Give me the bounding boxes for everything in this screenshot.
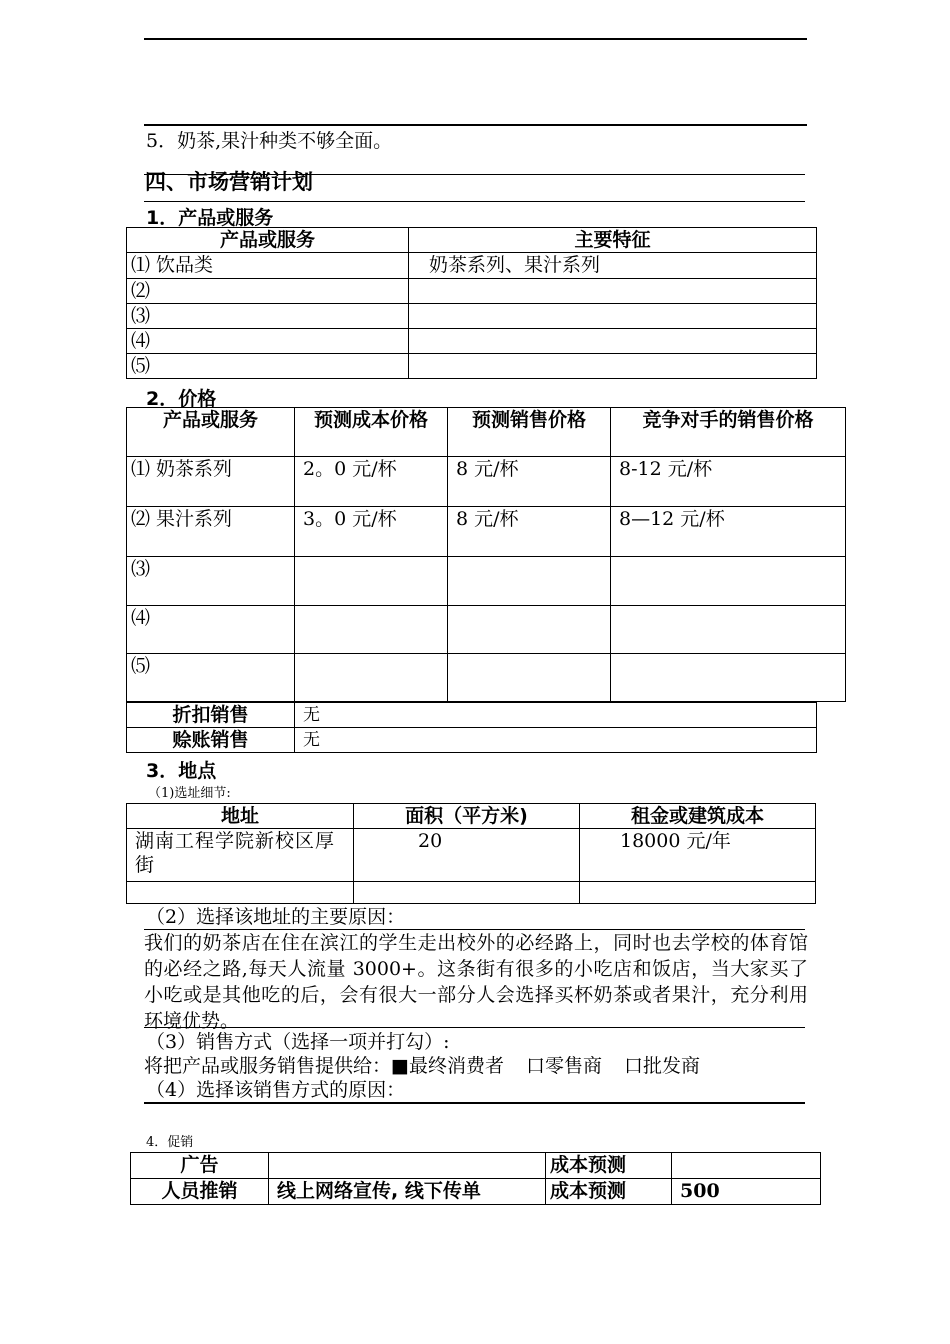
table-cell: ⑴ 饮品类 xyxy=(127,253,409,279)
table-cell: ⑴ 奶茶系列 xyxy=(127,457,295,507)
table-cell: ⑸ xyxy=(127,654,295,702)
option-retailer[interactable]: 口零售商 xyxy=(525,1055,602,1077)
sales-prefix: 将把产品或服务销售提供给： xyxy=(144,1055,392,1077)
promo-cost-value: 500 xyxy=(672,1179,821,1205)
table-cell xyxy=(409,279,817,304)
product-table xyxy=(126,227,817,379)
section-rule-1 xyxy=(144,174,805,175)
table-cell: ⑷ xyxy=(127,606,295,654)
rule xyxy=(144,1027,805,1028)
table-row xyxy=(127,253,817,279)
rent-cell: 18000 元/年 xyxy=(580,829,816,882)
table-cell xyxy=(295,557,448,606)
column-header: 竞争对手的销售价格 xyxy=(611,408,846,457)
promo-detail xyxy=(269,1153,546,1179)
table-cell xyxy=(611,557,846,606)
promo-label: 人员推销 xyxy=(131,1179,269,1205)
table-cell: ⑸ xyxy=(127,354,409,379)
column-header: 租金或建筑成本 xyxy=(580,804,816,829)
table-row xyxy=(127,606,846,654)
table-cell xyxy=(580,882,816,904)
table-cell xyxy=(448,557,611,606)
price-table xyxy=(126,407,846,702)
table-row xyxy=(127,703,817,728)
table-row xyxy=(127,279,817,304)
top-rule xyxy=(144,38,807,40)
location-sub3: （3）销售方式（选择一项并打勾）: xyxy=(146,1031,450,1053)
table-cell: ⑷ xyxy=(127,329,409,354)
promo-cost-value xyxy=(672,1153,821,1179)
location-heading: 3．地点 xyxy=(146,760,217,782)
table-cell xyxy=(354,882,580,904)
table-row xyxy=(127,354,817,379)
location-sub4: （4）选择该销售方式的原因： xyxy=(146,1079,406,1101)
table-row xyxy=(131,1179,821,1205)
table-row xyxy=(127,457,846,507)
product-heading: 1．产品或服务 xyxy=(146,207,274,229)
location-sub2: （2）选择该地址的主要原因： xyxy=(146,906,406,928)
sales-options xyxy=(144,1054,700,1078)
column-header: 产品或服务 xyxy=(127,228,409,253)
table-row xyxy=(127,882,816,904)
table-cell: ⑵ xyxy=(127,279,409,304)
table-header-row xyxy=(127,408,846,457)
section-rule-2 xyxy=(144,201,805,202)
address-cell: 湖南工程学院新校区厚街 xyxy=(127,829,354,882)
promotion-heading: 4．促销 xyxy=(146,1135,194,1150)
table-cell: 8 元/杯 xyxy=(448,507,611,557)
table-cell: ⑵ 果汁系列 xyxy=(127,507,295,557)
table-cell xyxy=(409,304,817,329)
credit-label: 赊账销售 xyxy=(127,728,295,753)
table-header-row xyxy=(127,804,816,829)
intro-line: 5．奶茶,果汁种类不够全面。 xyxy=(146,130,393,152)
table-header-row xyxy=(127,228,817,253)
option-wholesaler[interactable]: 口批发商 xyxy=(623,1055,700,1077)
discount-table xyxy=(126,702,817,753)
table-row xyxy=(127,329,817,354)
table-cell xyxy=(295,606,448,654)
table-cell: 8—12 元/杯 xyxy=(611,507,846,557)
promo-cost-label: 成本预测 xyxy=(546,1153,672,1179)
promo-label: 广告 xyxy=(131,1153,269,1179)
table-cell xyxy=(409,354,817,379)
table-cell xyxy=(448,606,611,654)
table-cell: ⑶ xyxy=(127,304,409,329)
promotion-table xyxy=(130,1152,821,1205)
location-table xyxy=(126,803,816,904)
table-cell xyxy=(611,606,846,654)
column-header: 产品或服务 xyxy=(127,408,295,457)
table-cell xyxy=(295,654,448,702)
table-cell xyxy=(448,654,611,702)
table-row xyxy=(127,557,846,606)
table-row xyxy=(127,728,817,753)
section-title: 四、市场营销计划 xyxy=(145,170,313,194)
price-heading: 2．价格 xyxy=(146,388,217,410)
promo-detail: 线上网络宣传, 线下传单 xyxy=(269,1179,546,1205)
option-end-consumer[interactable]: ■最终消费者 xyxy=(391,1055,504,1077)
column-header: 地址 xyxy=(127,804,354,829)
column-header: 面积（平方米) xyxy=(354,804,580,829)
column-header: 预测销售价格 xyxy=(448,408,611,457)
discount-value: 无 xyxy=(295,703,817,728)
table-cell: 8-12 元/杯 xyxy=(611,457,846,507)
table-row xyxy=(131,1153,821,1179)
area-cell: 20 xyxy=(354,829,580,882)
column-header: 主要特征 xyxy=(409,228,817,253)
table-cell: 奶茶系列、果汁系列 xyxy=(409,253,817,279)
table-row xyxy=(127,507,846,557)
discount-label: 折扣销售 xyxy=(127,703,295,728)
promo-cost-label: 成本预测 xyxy=(546,1179,672,1205)
table-cell xyxy=(611,654,846,702)
table-row xyxy=(127,829,816,882)
column-header: 预测成本价格 xyxy=(295,408,448,457)
table-cell: 3。0 元/杯 xyxy=(295,507,448,557)
credit-value: 无 xyxy=(295,728,817,753)
table-cell: 2。0 元/杯 xyxy=(295,457,448,507)
table-cell xyxy=(127,882,354,904)
intro-rule xyxy=(144,124,807,126)
table-cell: ⑶ xyxy=(127,557,295,606)
table-row xyxy=(127,304,817,329)
rule xyxy=(144,1102,805,1104)
location-sub1: （1)选址细节: xyxy=(148,786,231,801)
table-cell: 8 元/杯 xyxy=(448,457,611,507)
location-reason: 我们的奶茶店在住在滨江的学生走出校外的必经路上，同时也去学校的体育馆的必经之路,每天人流量 3000+。这条街有很多的小吃店和饭店，当大家买了小吃或是其他吃的后，会有很大一部分人会选择买杯奶茶或者果汁，充分利用环境优势。 xyxy=(144,932,808,1032)
table-cell xyxy=(409,329,817,354)
table-row xyxy=(127,654,846,702)
